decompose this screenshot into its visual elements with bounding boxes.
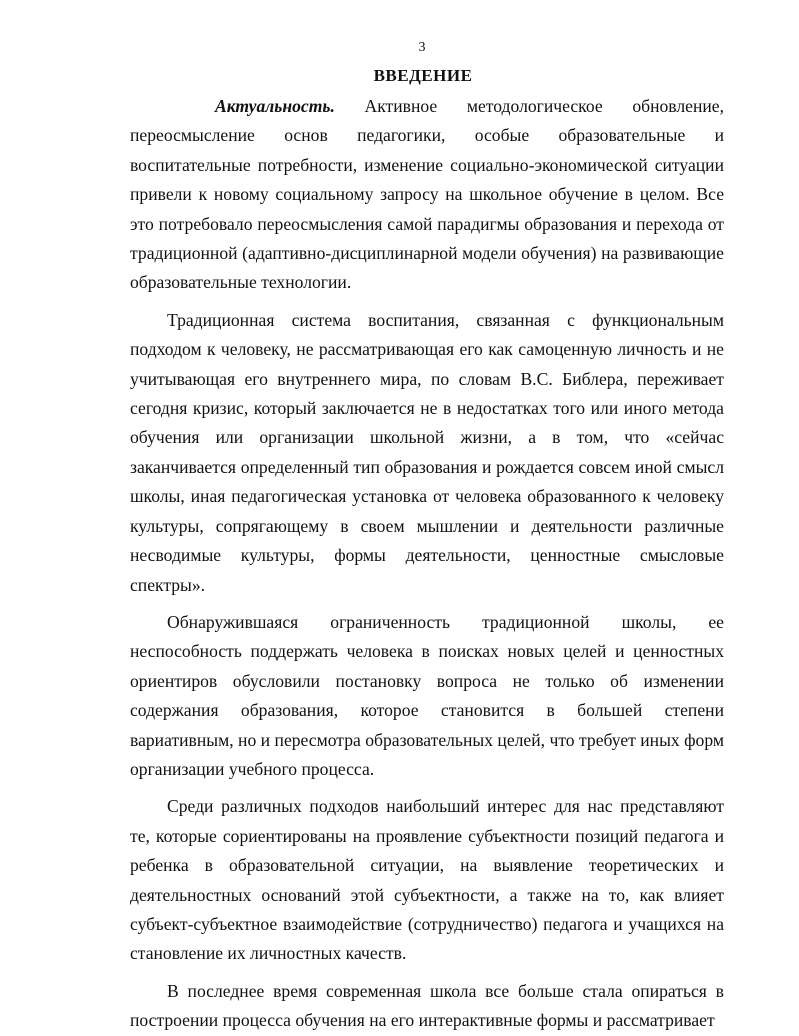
paragraph-traditional-system: Традиционная система воспитания, связанная с функциональным подходом к человеку, не рассматривающая его как самоценную личность и не учитывающая его внутреннего мира, по словам В.С. Библера, переживает сегодня кризис, который заключается не в недостатках того или иного метода обучения или организации школьной жизни, а в том, что «сейчас заканчивается определенный тип образования и рождается совсем иной смысл школы, иная педагогическая установка от человека образованного к человеку культуры, сопрягающему в своем мышлении и деятельности различные несводимые культуры, формы деятельности, ценностные смысловые спектры».	[130, 309, 724, 595]
paragraph-interactive-forms: В последнее время современная школа все больше стала опираться в построении процесса обучения на его интерактивные формы и рассматривает	[130, 980, 724, 1031]
body-text	[130, 92, 724, 1036]
paragraph-relevance	[130, 92, 724, 298]
paragraph-limitations: Обнаружившаяся ограниченность традиционной школы, ее неспособность поддержать человека в поисках новых целей и ценностных ориентиров обусловили постановку вопроса не только об изменении содержания образования, которое становится в большей степени вариативным, но и пересмотра образовательных целей, что требует иных форм организации учебного процесса.	[130, 611, 724, 779]
page-number: 3	[418, 40, 426, 55]
paragraph-approaches: Среди различных подходов наибольший интерес для нас представляют те, которые сориентированы на проявление субъектности позиций педагога и ребенка в образовательной ситуации, на выявление теоретических и деятельностных оснований этой субъектности, а также на то, как влияет субъект-субъектное взаимодействие (сотрудничество) педагога и учащихся на становление их личностных качеств.	[130, 796, 724, 964]
paragraph-lead: Актуальность.	[215, 96, 335, 116]
paragraph-text: Активное методологическое обновление, переосмысление основ педагогики, особые образовательные и воспитательные потребности, изменение социально-экономической ситуации привели к новому социальному запросу на школьное обучение в целом. Все это потребовало переосмысления самой парадигмы образования и перехода от традиционной (адаптивно-дисциплинарной модели обучения) на развивающие образовательные технологии.	[130, 96, 724, 293]
section-heading: ВВЕДЕНИЕ	[373, 66, 473, 85]
